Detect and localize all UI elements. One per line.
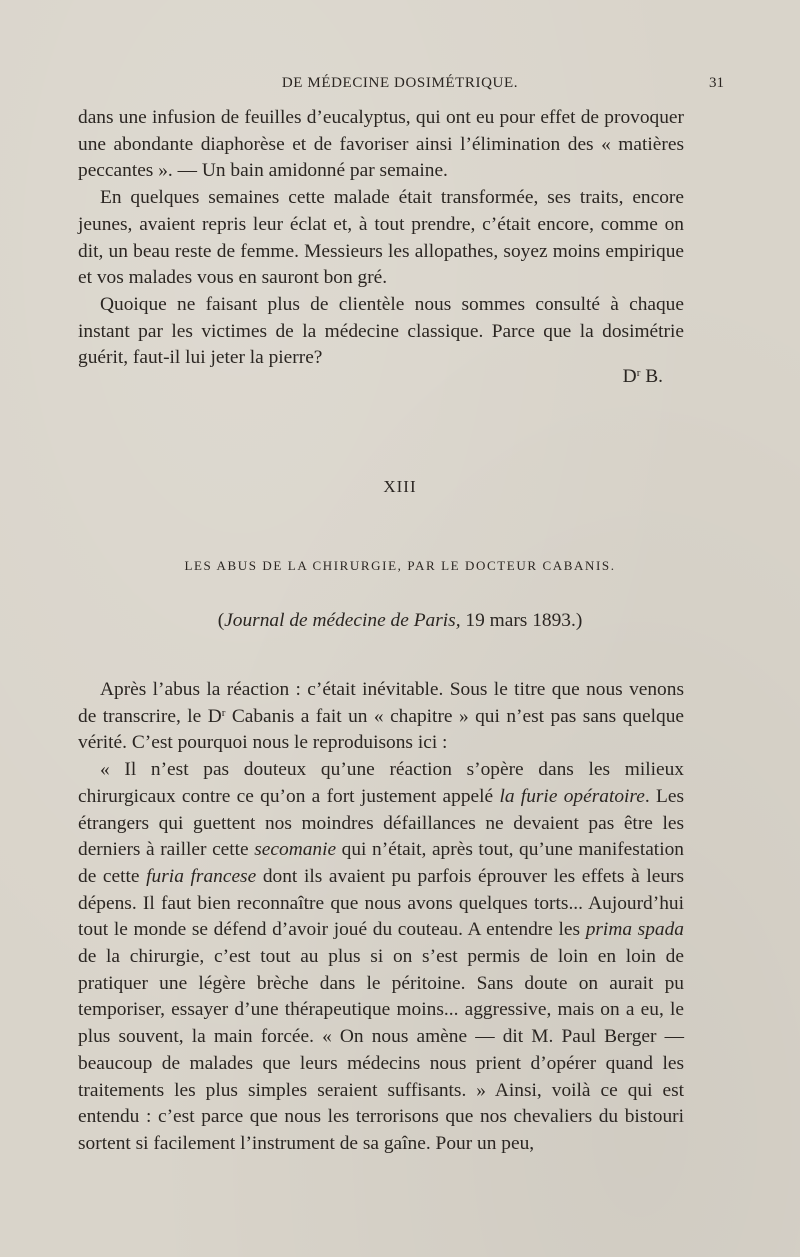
paragraph: Quoique ne faisant plus de clientèle nous sommes consulté à chaque instant par les victimes de la médecine classique. Parce que la dosimétrie guérit, faut-il lui jeter la pierre? bbox=[78, 293, 684, 369]
paragraph bbox=[78, 677, 684, 757]
running-head: DE MÉDECINE DOSIMÉTRIQUE. bbox=[281, 75, 519, 91]
source-journal: Journal de médecine de Paris, bbox=[224, 610, 461, 631]
italic-phrase: prima spada bbox=[585, 919, 684, 941]
text-run: de la chirurgie, c’est tout au plus si on s’est permis de loin en loin de pratiquer une légère brèche dans le péritoine. Sans doute on aurait pu temporiser, essayer d’une thérapeutique moins... aggressive, mais on a eu, le plus souvent, la main forcée. « On nous amène — dit M. Paul Berger — beaucoup de malades que leurs médecins nous prient d’opérer quand les traitements les plus simples seraient suffisants. » Ainsi, voilà ce qui est entendu : c’est parce que nous les terrorisons que nos chevaliers du bistouri sortent si facilement l’instrument de sa gaîne. Pour un peu, bbox=[78, 946, 684, 1154]
italic-phrase: la furie opératoire bbox=[499, 785, 645, 807]
superscript: r bbox=[221, 706, 226, 719]
paragraph: dans une infusion de feuilles d’eucalyptus, qui ont eu pour effet de provoquer une abondante diaphorèse et de favoriser ainsi l’élimination des « matières peccantes ». — Un bain amidonné par semaine. bbox=[78, 107, 684, 182]
signature-title: D bbox=[622, 366, 637, 387]
page-number: 31 bbox=[709, 75, 724, 91]
text-run: qui n’était, après tout, qu’une manifestation de cette bbox=[78, 839, 684, 887]
signature-superscript: r bbox=[636, 367, 641, 379]
text-run: Cabanis a fait un « chapitre » qui n’est pas sans quelque vérité. C’est pourquoi nous le reproduisons ici : bbox=[78, 705, 684, 754]
author-signature bbox=[623, 366, 663, 388]
page-header bbox=[0, 73, 800, 97]
text-run: « Il n’est pas douteux qu’une réaction s’opère dans les milieux chirurgicaux contre ce qu’on a fort justement appelé bbox=[78, 759, 684, 807]
section-title: LES ABUS DE LA CHIRURGIE, PAR LE DOCTEUR CABANIS. bbox=[184, 558, 616, 573]
source-open-paren: ( bbox=[217, 610, 225, 631]
italic-phrase: secomanie bbox=[254, 839, 337, 861]
source-citation bbox=[0, 610, 800, 632]
text-run: dont ils avaient pu parfois éprouver les effets à leurs dépens. Il faut bien reconnaître que nous avons quelques torts... Aujourd’hui tout le monde se défend d’avoir joué du couteau. A entendre les bbox=[78, 865, 685, 941]
section-number: XIII bbox=[383, 477, 417, 496]
signature-initial: B. bbox=[640, 366, 663, 387]
previous-article-ending bbox=[78, 105, 684, 372]
article-body bbox=[78, 677, 684, 1158]
text-run: Après l’abus la réaction : c’était inévitable. Sous le titre que nous venons de transcrire, le D bbox=[78, 679, 684, 727]
source-date: 19 mars 1893.) bbox=[460, 610, 583, 631]
paragraph: En quelques semaines cette malade était transformée, ses traits, encore jeunes, avaient repris leur éclat et, à tout prendre, c’était encore, comme on dit, un beau reste de femme. Messieurs les allopathes, soyez moins empirique et vos malades vous en sauront bon gré. bbox=[78, 187, 684, 289]
paragraph bbox=[78, 757, 684, 1158]
italic-phrase: furia francese bbox=[146, 865, 257, 887]
text-run: . Les étrangers qui guettent nos moindres défaillances ne devaient pas être les derniers à railler cette bbox=[78, 785, 684, 861]
